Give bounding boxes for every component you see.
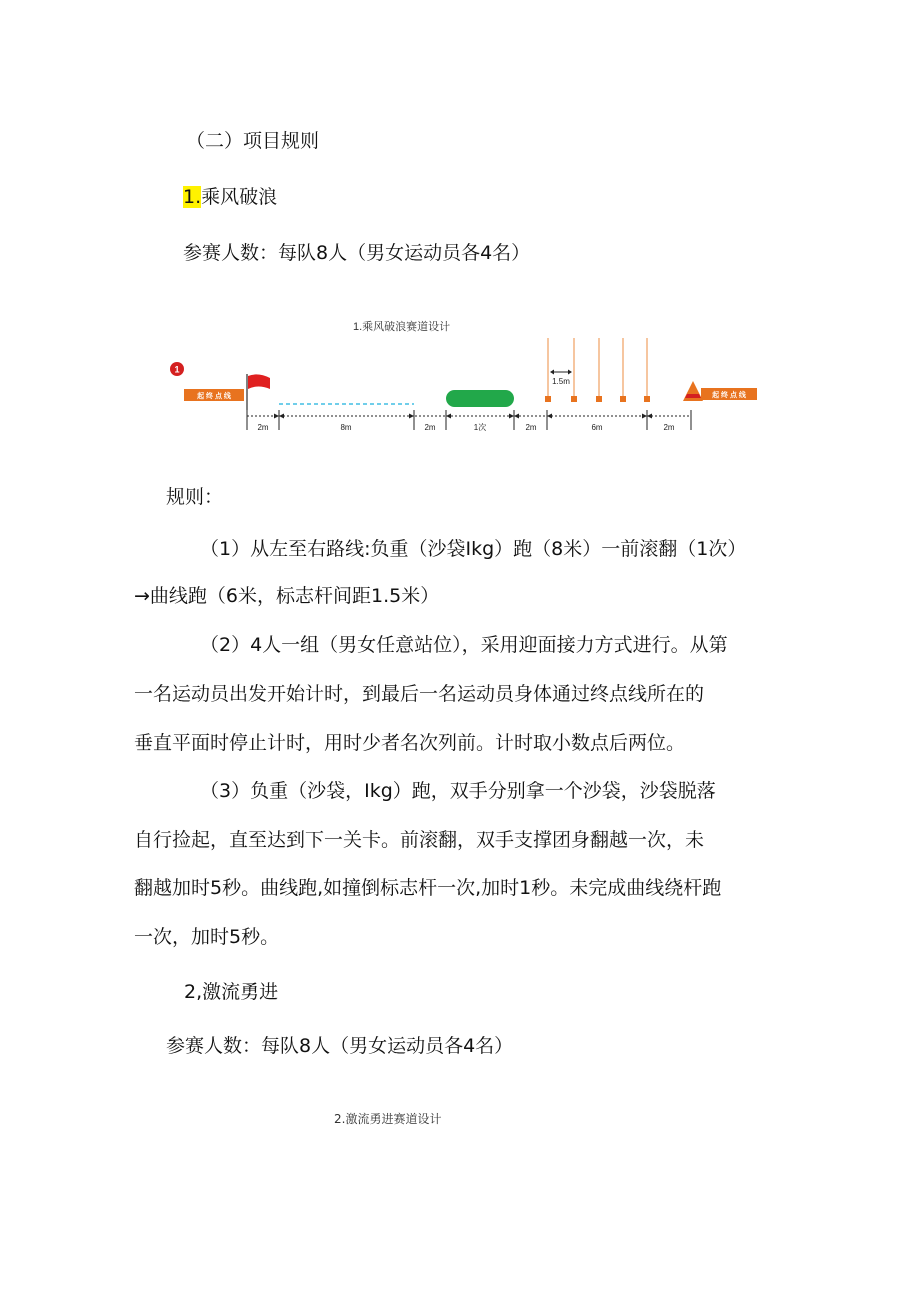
pole-base-1 bbox=[545, 396, 551, 402]
end-line-tag-label: 起 终 点 线 bbox=[712, 392, 746, 399]
finish-cone-stripe bbox=[685, 394, 701, 398]
pole-base-5 bbox=[644, 396, 650, 402]
dimension-ticks bbox=[247, 410, 691, 430]
pole-spacing-label: 1.5m bbox=[552, 377, 570, 386]
event1-heading bbox=[183, 185, 277, 209]
pole-base-4 bbox=[620, 396, 626, 402]
rule1-line1: （1）从左至右路线:负重（沙袋Ikg）跑（8米）一前滚翻（1次） bbox=[200, 538, 747, 560]
rule2-line1: （2）4人一组（男女任意站位），采用迎面接力方式进行。从第 bbox=[200, 634, 728, 656]
event1-number: 1. bbox=[183, 186, 202, 208]
event2-diagram-caption: 2.激流勇进赛道设计 bbox=[334, 1112, 442, 1126]
start-flag-icon bbox=[248, 374, 270, 389]
segment-label-7: 2m bbox=[663, 423, 675, 432]
segment-label-5: 2m bbox=[525, 423, 537, 432]
start-line-tag-label: 起 终 点 线 bbox=[197, 393, 231, 400]
segment-label-3: 2m bbox=[424, 423, 436, 432]
dim-arrow-2 bbox=[279, 414, 284, 419]
event2-title: 2,激流勇进 bbox=[184, 981, 279, 1003]
dim-arrow-9 bbox=[647, 414, 652, 419]
rule2-line2: 一名运动员出发开始计时，到最后一名运动员身体通过终点线所在的 bbox=[134, 683, 705, 705]
dim-arrow-8 bbox=[642, 414, 647, 419]
event1-name: 乘风破浪 bbox=[201, 186, 278, 208]
track-diagram bbox=[166, 312, 766, 442]
rule3-line4: 一次，加时5秒。 bbox=[134, 926, 280, 948]
diagram-caption: 1.乘风破浪赛道设计 bbox=[353, 321, 451, 333]
slalom-poles bbox=[548, 338, 647, 398]
segment-label-1: 2m bbox=[257, 423, 269, 432]
pole-spacing-arrow-right bbox=[568, 370, 572, 375]
segment-label-6: 6m bbox=[591, 423, 603, 432]
roll-mat bbox=[446, 390, 514, 407]
pole-bases bbox=[545, 396, 650, 402]
dim-arrow-5 bbox=[509, 414, 514, 419]
rule3-line3: 翻越加时5秒。曲线跑,如撞倒标志杆一次,加时1秒。未完成曲线绕杆跑 bbox=[134, 877, 722, 899]
dim-arrow-7 bbox=[547, 414, 552, 419]
badge-number: 1 bbox=[174, 364, 180, 375]
pole-spacing-arrow-left bbox=[550, 370, 554, 375]
event2-participants: 参赛人数：每队8人（男女运动员各4名） bbox=[166, 1035, 514, 1057]
dim-arrow-3 bbox=[409, 414, 414, 419]
segment-label-4: 1次 bbox=[473, 423, 487, 432]
rule3-line1: （3）负重（沙袋，Ikg）跑，双手分别拿一个沙袋，沙袋脱落 bbox=[200, 780, 716, 802]
rules-heading: 规则： bbox=[166, 486, 224, 508]
rule2-line3: 垂直平面时停止计时，用时少者名次列前。计时取小数点后两位。 bbox=[134, 732, 686, 754]
rule3-line2: 自行捡起，直至达到下一关卡。前滚翻，双手支撑团身翻越一次，未 bbox=[134, 829, 705, 851]
rule1-line2: →曲线跑（6米，标志杆间距1.5米） bbox=[134, 585, 440, 607]
section-title: （二）项目规则 bbox=[186, 130, 320, 152]
segment-label-2: 8m bbox=[340, 423, 352, 432]
pole-base-3 bbox=[596, 396, 602, 402]
event1-participants: 参赛人数：每队8人（男女运动员各4名） bbox=[183, 242, 531, 264]
segment-labels bbox=[257, 422, 674, 432]
dim-arrow-6 bbox=[514, 414, 519, 419]
dim-arrow-4 bbox=[446, 414, 451, 419]
dim-arrow-1 bbox=[274, 414, 279, 419]
pole-base-2 bbox=[571, 396, 577, 402]
